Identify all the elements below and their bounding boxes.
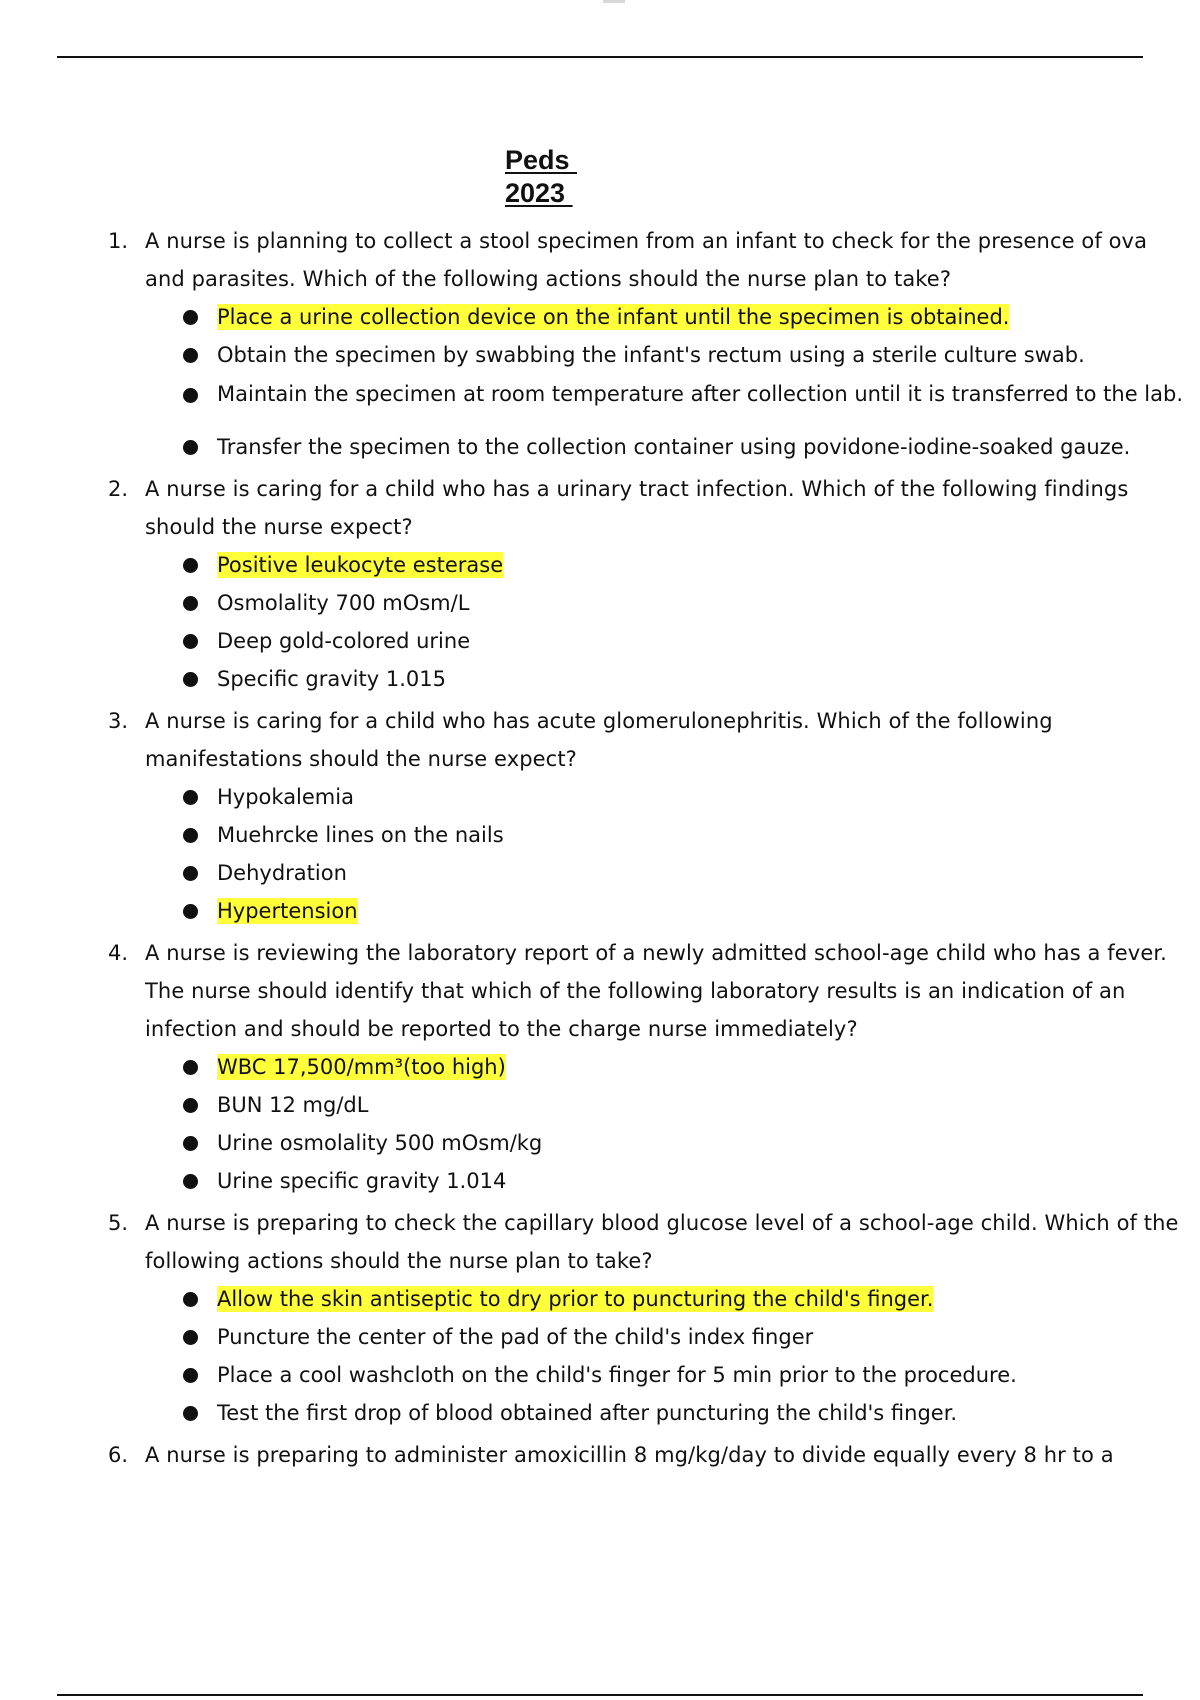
question-number: 5. [108,1211,129,1235]
option-item [0,584,1200,622]
option-item [0,1394,1200,1432]
question-text: A nurse is caring for a child who has a urinary tract infection. Which of the following findings should the nurse expect? [145,477,1129,539]
option-text: Osmolality 700 mOsm/L [217,591,470,615]
question-text: A nurse is preparing to administer amoxicillin 8 mg/kg/day to divide equally every 8 hr to a [145,1443,1114,1467]
bullet-icon [183,672,198,687]
option-text: Maintain the specimen at room temperature after collection until it is transferred to the lab. [217,382,1184,406]
option-text-highlighted: Positive leukocyte esterase [217,553,504,577]
option-text-highlighted: Place a urine collection device on the infant until the specimen is obtained. [217,305,1010,329]
option-text: Urine specific gravity 1.014 [217,1169,507,1193]
question-number: 1. [108,229,129,253]
option-item [0,1318,1200,1356]
bullet-icon [183,310,198,325]
question-text: A nurse is caring for a child who has acute glomerulonephritis. Which of the following manifestations should the nurse expect? [145,709,1053,771]
question-3 [0,702,1200,930]
bullet-icon [183,1174,198,1189]
bullet-icon [183,1368,198,1383]
option-item [0,336,1200,374]
option-item [0,854,1200,892]
title-line-1: Peds [505,145,578,175]
bullet-icon [183,790,198,805]
option-text: Muehrcke lines on the nails [217,823,504,847]
bullet-icon [183,1098,198,1113]
bullet-icon [183,1136,198,1151]
bullet-icon [183,388,198,403]
option-list [0,546,1200,698]
bullet-icon [183,828,198,843]
bullet-icon [183,348,198,363]
bullet-icon [183,1292,198,1307]
bullet-icon [183,1330,198,1345]
option-item [0,428,1200,466]
option-text: Test the first drop of blood obtained after puncturing the child's finger. [217,1401,958,1425]
bullet-icon [183,596,198,611]
question-4 [0,934,1200,1200]
question-list [0,222,1200,1478]
option-text: Obtain the specimen by swabbing the infant's rectum using a sterile culture swab. [217,343,1085,367]
option-item [0,374,1200,428]
option-text-highlighted: Allow the skin antiseptic to dry prior to puncturing the child's finger. [217,1287,934,1311]
option-text: Deep gold-colored urine [217,629,471,653]
option-item [0,546,1200,584]
option-text: Specific gravity 1.015 [217,667,446,691]
question-5 [0,1204,1200,1432]
option-text: BUN 12 mg/dL [217,1093,369,1117]
question-text: A nurse is preparing to check the capillary blood glucose level of a school-age child. Which of the following actions should the nurse plan to take? [145,1211,1179,1273]
option-item [0,892,1200,930]
footer-rule [57,1694,1143,1696]
bullet-icon [183,866,198,881]
option-item [0,1124,1200,1162]
question-1 [0,222,1200,466]
question-2 [0,470,1200,698]
option-item [0,1086,1200,1124]
option-text: Hypokalemia [217,785,354,809]
page-top-mark [603,0,625,3]
option-item [0,1356,1200,1394]
option-list [0,778,1200,930]
title-line-2: 2023 [505,178,573,208]
bullet-icon [183,558,198,573]
option-list [0,298,1200,466]
option-list [0,1048,1200,1200]
question-text: A nurse is planning to collect a stool specimen from an infant to check for the presence of ova and parasites. Which of the following actions should the nurse plan to take? [145,229,1148,291]
option-text-highlighted: WBC 17,500/mm³(too high) [217,1055,506,1079]
option-text-highlighted: Hypertension [217,899,358,923]
option-item [0,622,1200,660]
question-number: 2. [108,477,129,501]
bullet-icon [183,904,198,919]
option-text: Place a cool washcloth on the child's finger for 5 min prior to the procedure. [217,1363,1017,1387]
option-item [0,660,1200,698]
bullet-icon [183,1406,198,1421]
bullet-icon [183,440,198,455]
question-text: A nurse is reviewing the laboratory report of a newly admitted school-age child who has a fever. The nurse should identify that which of the following laboratory results is an indication of an infection and should be reported to the charge nurse immediately? [145,941,1167,1041]
question-number: 3. [108,709,129,733]
question-6 [0,1436,1200,1474]
option-text: Urine osmolality 500 mOsm/kg [217,1131,543,1155]
option-text: Dehydration [217,861,347,885]
option-item [0,816,1200,854]
option-text: Transfer the specimen to the collection container using povidone-iodine-soaked gauze. [217,435,1131,459]
option-text: Puncture the center of the pad of the child's index finger [217,1325,814,1349]
bullet-icon [183,634,198,649]
question-number: 6. [108,1443,129,1467]
option-item [0,1048,1200,1086]
option-item [0,1162,1200,1200]
option-list [0,1280,1200,1432]
document-title [505,144,577,210]
bullet-icon [183,1060,198,1075]
option-item [0,1280,1200,1318]
question-number: 4. [108,941,129,965]
option-item [0,778,1200,816]
option-item [0,298,1200,336]
header-rule [57,56,1143,58]
